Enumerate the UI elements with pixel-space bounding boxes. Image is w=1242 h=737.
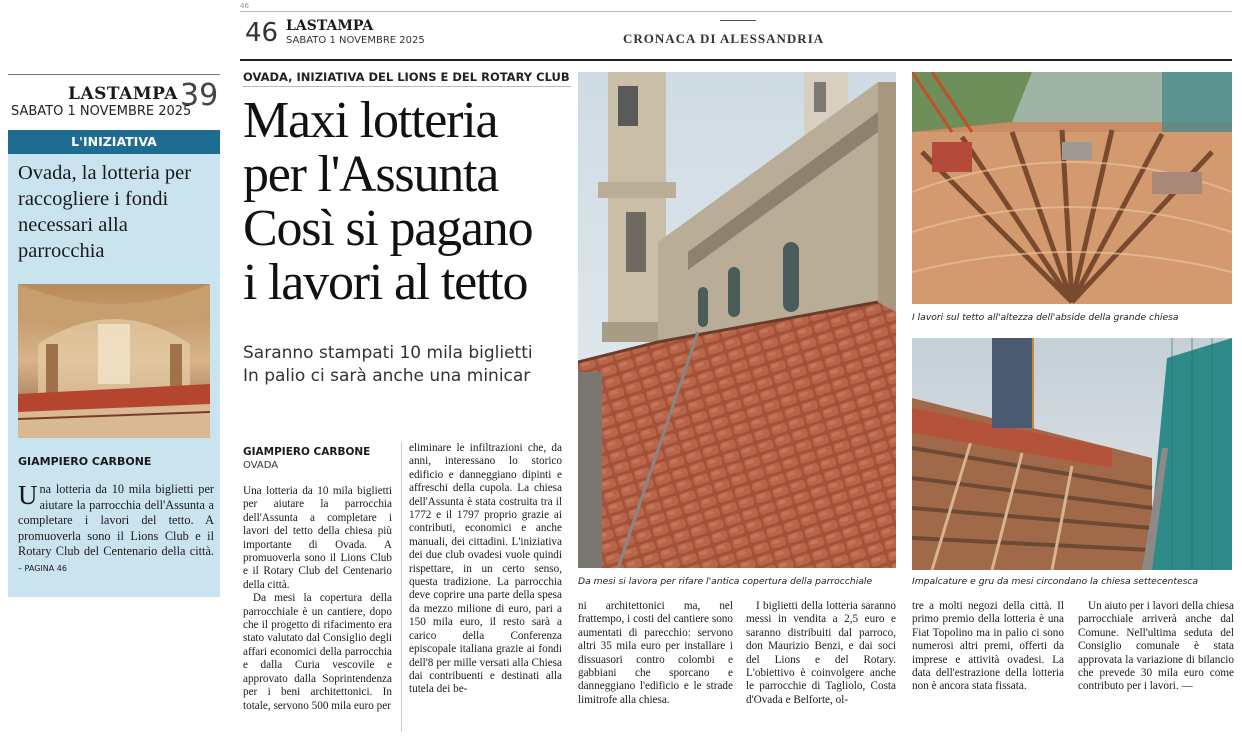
page-number: 46 (245, 18, 279, 48)
divider (243, 86, 571, 87)
teaser-body (18, 482, 214, 577)
section-banner: L'INIZIATIVA (8, 130, 220, 154)
church-roof-photo (578, 72, 896, 568)
issue-date: SABATO 1 NOVEMBRE 2025 (286, 35, 425, 46)
issue-date: SABATO 1 NOVEMBRE 2025 (11, 104, 192, 119)
teaser-headline: Ovada, la lotteria per raccogliere i fondi necessari alla parrocchia (18, 162, 192, 262)
paragraph: Da mesi la copertura della parrocchiale è un cantiere, dopo che il progetto di rifacimento era stato valutato dal Consiglio degli affari economici della parrocchia e dalla Curia vescovile e approvato dalla Soprintendenza per i beni architettonici. In totale, servono 500 mila euro per (243, 592, 392, 712)
paragraph: Una lotteria da 10 mila biglietti per aiutare la parrocchia dell'Assunta a completare i lavori del tetto della chiesa più importante di Ovada. A promuoverla sono il Lions Club e il Rotary Club del Centenario della città. (243, 485, 392, 591)
section-tick (720, 20, 756, 21)
teaser-text: na lotteria da 10 mila biglietti per aiutare la parrocchia dell'Assunta a completare i lavori del tetto. A promuoverla sono il Lions Club e il Rotary Club del Centenario della città. (18, 482, 214, 559)
photo-caption: Da mesi si lavora per rifare l'antica copertura della parrocchiale (578, 576, 873, 587)
article-column-3 (578, 600, 733, 707)
article-column-6 (1078, 600, 1234, 694)
article-column-5 (912, 600, 1064, 694)
page-ref: – PAGINA 46 (18, 563, 67, 573)
kicker: OVADA, INIZIATIVA DEL LIONS E DEL ROTARY CLUB (243, 70, 570, 84)
subhead-line: Saranno stampati 10 mila biglietti (243, 343, 533, 363)
header-top-rule (240, 11, 1232, 12)
headline-line: i lavori al tetto (243, 254, 528, 311)
photo-caption: Impalcature e gru da mesi circondano la chiesa settecentesca (912, 576, 1199, 587)
headline-line: per l'Assunta (243, 146, 499, 203)
masthead: LASTAMPA (286, 18, 374, 34)
paragraph: ni architettonici ma, nel frattempo, i costi del cantiere sono aumentati di parecchio: servono altri 35 mila euro per installare i dissuasori contro colombi e gabbiani che sporcano e danneggiano l'edificio e le strade limitrofe alla chiesa. (578, 600, 733, 706)
headline-line: Maxi lotteria (243, 92, 498, 149)
paragraph: Un aiuto per i lavori della chiesa parrocchiale arriverà anche dal Comune. Nell'ultima seduta del Consiglio comunale è stata approvata la variazione di bilancio che prevede 30 mila euro come contributo per i lavori. — (1078, 600, 1235, 693)
article-column-1 (243, 485, 392, 713)
photo-caption: I lavori sul tetto all'altezza dell'abside della grande chiesa (912, 312, 1179, 323)
subheadline (243, 342, 573, 388)
subhead-line: In palio ci sarà anche una minicar (243, 366, 531, 386)
headline-line: Così si pagano (243, 200, 533, 257)
scaffolding-photo (912, 338, 1232, 570)
article-column-4 (746, 600, 896, 707)
headline (243, 94, 573, 310)
paragraph: tre a molti negozi della città. Il primo premio della lotteria è una Fiat Topolino ma in palio ci sono numerosi altri premi, offerti da imprese e attività ovadesi. La data dell'estrazione della lotteria non è ancora stata fissata. (912, 600, 1064, 693)
roof-apse-photo (912, 72, 1232, 304)
church-interior-photo (18, 284, 210, 438)
section-title: CRONACA DI ALESSANDRIA (623, 31, 825, 46)
page-corner-number: 46 (240, 2, 249, 10)
byline-author: GIAMPIERO CARBONE (243, 446, 371, 458)
teaser-author: GIAMPIERO CARBONE (18, 455, 152, 468)
paragraph: I biglietti della lotteria saranno messi in vendita a 2,5 euro e saranno distribuiti dal parroco, don Maurizio Benzi, e dai soci del Lions e del Rotary. L'obiettivo è coinvolgere anche le parrocchie di Tagliolo, Costa d'Ovada e Belforte, ol- (746, 600, 896, 706)
masthead: LASTAMPA (68, 84, 178, 104)
column-divider (401, 442, 402, 732)
teaser-panel (8, 72, 220, 597)
divider (8, 74, 220, 75)
byline-city: OVADA (243, 460, 279, 471)
page-number: 39 (180, 78, 219, 113)
header-rule (240, 59, 1232, 61)
paragraph: eliminare le infiltrazioni che, da anni, interessano lo storico edificio e danneggiano dipinti e affreschi della cupola. La chiesa dell'Assunta è stata costruita tra il 1772 e il 1797 proprio grazie ai contributi, economici e anche manuali, dei cittadini. L'iniziativa dei due club ovadesi vuole quindi rispettare, in un certo senso, questa tradizione. La parrocchia deve coprire una parte della spesa da mezzo milione di euro, pari a 150 mila euro, il resto sarà a carico della Conferenza episcopale italiana grazie ai fondi dell'8 per mille versati alla Chiesa dai contribuenti e destinati alla tutela dei be- (409, 442, 562, 696)
article-column-2 (409, 442, 562, 697)
dropcap: U (18, 480, 38, 510)
